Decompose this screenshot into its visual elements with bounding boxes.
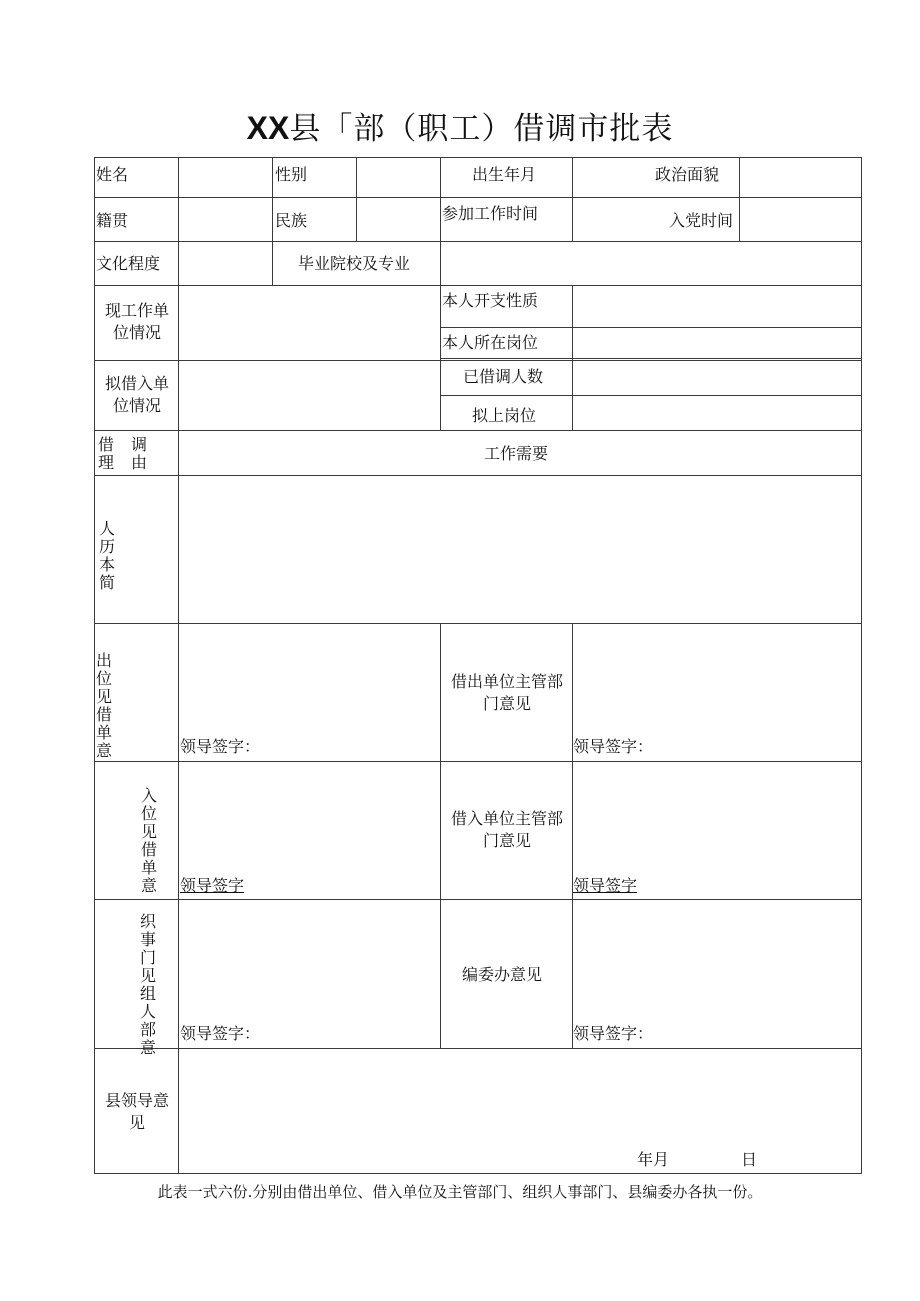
in-unit-sign: 领导签字 bbox=[180, 876, 245, 895]
row-line bbox=[94, 360, 861, 361]
org-sign: 领导签字： bbox=[180, 1024, 261, 1043]
ethnic-label: 民族 bbox=[275, 211, 308, 230]
table-border-left bbox=[94, 157, 95, 1173]
gender-label: 性别 bbox=[275, 165, 308, 184]
date-year-month: 年月 bbox=[637, 1150, 670, 1169]
row-line bbox=[94, 197, 861, 198]
birth-label: 出生年月 bbox=[472, 165, 537, 184]
school-major-label: 毕业院校及专业 bbox=[298, 254, 411, 273]
in-dept-label: 借入单位主管部门意见 bbox=[450, 809, 563, 850]
work-start-label: 参加工作时间 bbox=[442, 204, 539, 223]
in-unit-label: 入位见借单意 bbox=[141, 786, 158, 895]
pay-nature-label: 本人开支性质 bbox=[442, 291, 539, 310]
col-line bbox=[572, 285, 573, 430]
row-line bbox=[94, 241, 861, 242]
reason-value: 工作需要 bbox=[484, 444, 549, 463]
office-label: 编委办意见 bbox=[462, 965, 543, 984]
current-unit-label: 现工作单位情况 bbox=[104, 301, 169, 342]
row-line bbox=[94, 623, 861, 624]
col-line bbox=[272, 157, 273, 241]
col-line bbox=[440, 157, 441, 241]
planned-post-label: 拟上岗位 bbox=[472, 406, 537, 425]
out-dept-label: 借出单位主管部门意见 bbox=[450, 672, 563, 713]
office-sign: 领导签字： bbox=[573, 1024, 654, 1043]
out-dept-sign: 领导签字： bbox=[573, 737, 654, 756]
reason-label-b: 理由 bbox=[98, 453, 165, 472]
table-border-bottom bbox=[94, 1173, 862, 1174]
table-border-right bbox=[861, 157, 862, 1173]
row-line bbox=[94, 285, 861, 286]
row-line bbox=[94, 475, 861, 476]
county-label: 县领导意见 bbox=[104, 1091, 169, 1132]
row-line bbox=[94, 899, 861, 900]
col-line bbox=[356, 157, 357, 241]
page-title: XX县「部（职工）借调市批表 bbox=[246, 110, 674, 147]
approval-form-table bbox=[94, 157, 861, 1173]
col-line bbox=[739, 157, 740, 241]
col-line bbox=[440, 623, 441, 1048]
name-label: 姓名 bbox=[96, 165, 129, 184]
education-label: 文化程度 bbox=[96, 254, 161, 273]
resume-label: 人历本简 bbox=[99, 519, 116, 592]
party-time-label: 入党时间 bbox=[669, 211, 734, 230]
in-dept-sign: 领导签字 bbox=[573, 876, 638, 895]
row-line bbox=[94, 761, 861, 762]
out-unit-sign: 领导签字： bbox=[180, 737, 261, 756]
col-line bbox=[272, 241, 273, 285]
col-line bbox=[572, 157, 573, 241]
col-line bbox=[572, 623, 573, 1048]
current-post-label: 本人所在岗位 bbox=[442, 333, 539, 352]
org-label: 织事门见组人部意 bbox=[140, 912, 157, 1057]
out-unit-label: 出位见借单意 bbox=[96, 651, 113, 760]
org-label-clip bbox=[134, 912, 164, 1057]
borrow-unit-label: 拟借入单位情况 bbox=[104, 374, 169, 415]
row-line bbox=[94, 1048, 861, 1049]
borrowed-count-label: 已借调人数 bbox=[463, 367, 544, 386]
footer-note: 此表一式六份.分别由借出单位、借入单位及主管部门、组织人事部门、县编委办各执一份。 bbox=[157, 1183, 763, 1201]
date-day: 日 bbox=[741, 1150, 758, 1169]
politics-label: 政治面貌 bbox=[655, 165, 720, 184]
col-line bbox=[178, 157, 179, 1173]
row-line bbox=[440, 395, 861, 396]
col-line bbox=[440, 241, 441, 285]
col-line bbox=[440, 285, 441, 430]
row-line bbox=[94, 430, 861, 431]
native-label: 籍贯 bbox=[96, 211, 129, 230]
row-line bbox=[440, 358, 861, 359]
reason-label-a: 借调 bbox=[98, 435, 165, 454]
table-border-top bbox=[94, 157, 861, 158]
row-line bbox=[440, 327, 861, 328]
